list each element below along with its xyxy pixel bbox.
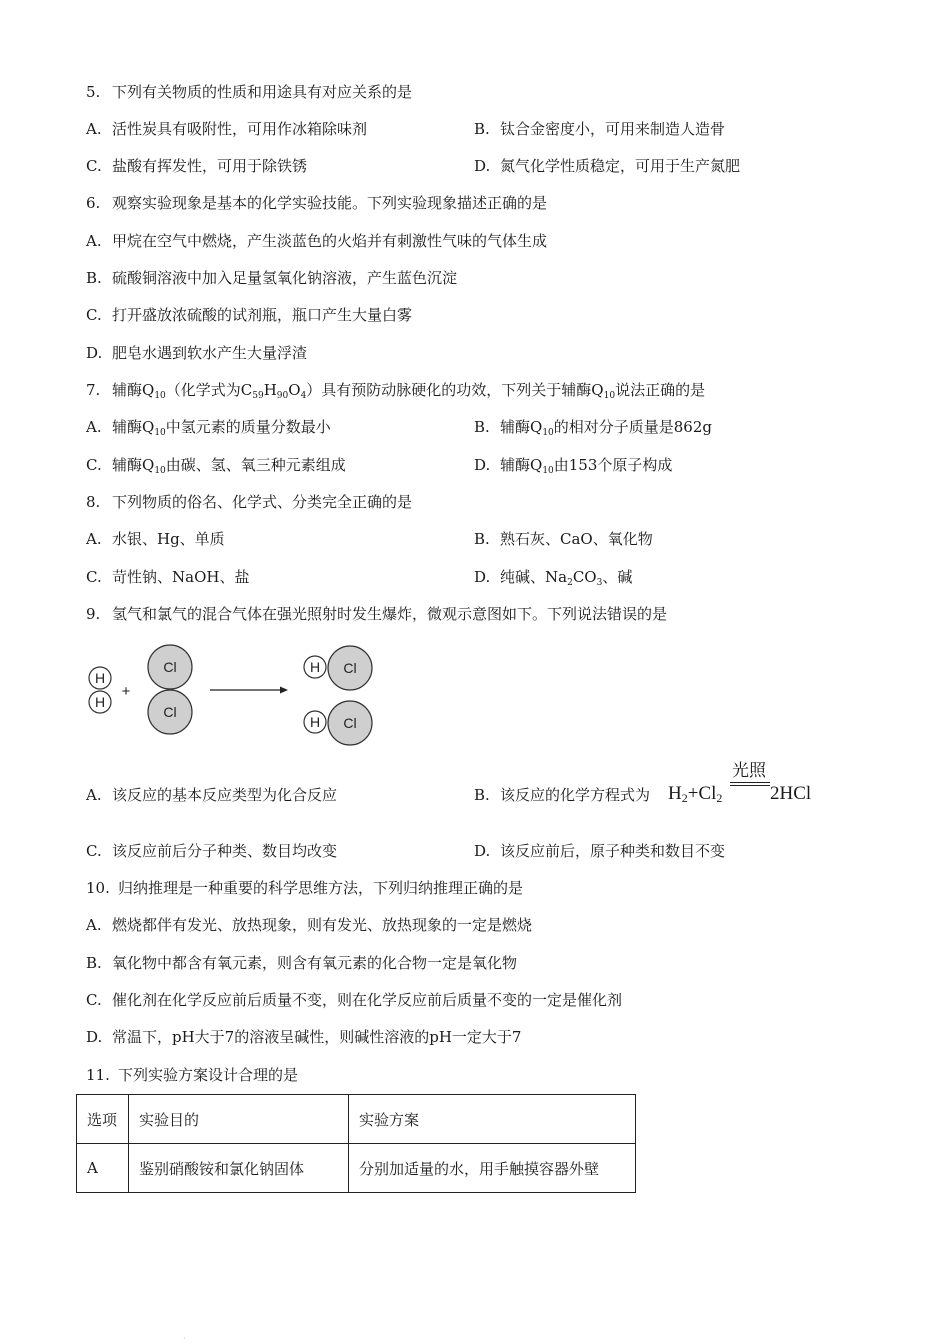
option-text: 该反应的基本反应类型为化合反应	[112, 786, 338, 804]
subscript: 10	[154, 391, 166, 401]
subscript: 2	[567, 578, 573, 588]
q11-stem-text: 下列实验方案设计合理的是	[118, 1066, 299, 1084]
reaction-condition: 光照	[732, 761, 766, 780]
hcl-molecule	[304, 646, 372, 690]
option-key: A.	[86, 232, 102, 250]
option-key: C.	[86, 157, 102, 175]
subscript: 59	[252, 391, 264, 401]
option-text: 该反应的化学方程式为	[500, 786, 651, 804]
q10-stem-text: 归纳推理是一种重要的科学思维方法，下列归纳推理正确的是	[118, 879, 524, 897]
option-key: D.	[86, 1028, 103, 1046]
cl-atom-label: Cl	[163, 659, 177, 675]
q7-stem-part: 说法正确的是	[615, 381, 706, 399]
q6-stem-text: 观察实验现象是基本的化学实验技能。下列实验现象描述正确的是	[112, 194, 548, 212]
q7-stem	[86, 380, 705, 400]
table-cell: 鉴别硝酸铵和氯化钠固体	[129, 1144, 349, 1193]
q5-option-a	[86, 119, 367, 139]
q9-number: 9.	[86, 605, 101, 623]
q9-option-d	[474, 841, 725, 861]
q7-option-a	[86, 417, 331, 437]
q10-option-a	[86, 915, 532, 935]
option-text: 苛性钠、NaOH、盐	[112, 568, 250, 586]
equation-product: 2HCl	[770, 783, 812, 804]
option-text: 纯碱、Na	[500, 568, 568, 586]
option-key: B.	[474, 418, 490, 436]
option-key: B.	[474, 120, 490, 138]
equation-line	[730, 782, 770, 783]
option-text: 肥皂水遇到软水产生大量浮渣	[112, 344, 308, 362]
equation-text: H	[668, 783, 682, 804]
table-cell: A	[77, 1144, 129, 1193]
q9-option-b	[474, 785, 650, 805]
option-text: 辅酶Q	[112, 456, 155, 474]
q6-option-d	[86, 343, 307, 363]
option-key: D.	[474, 456, 491, 474]
q7-stem-part: H	[263, 381, 277, 399]
option-text: 、碱	[602, 568, 633, 586]
subscript: 3	[596, 578, 603, 588]
option-text: 氧化物中都含有氧元素，则含有氧元素的化合物一定是氧化物	[112, 954, 518, 972]
option-text: 的相对分子质量是862g	[553, 418, 712, 436]
subscript: 10	[542, 466, 554, 476]
h-atom-label: H	[94, 694, 106, 710]
q9-stem	[86, 604, 667, 624]
option-text: 常温下，pH大于7的溶液呈碱性，则碱性溶液的pH一定大于7	[112, 1028, 522, 1046]
cl2-molecule	[148, 645, 192, 734]
q10-stem	[86, 878, 523, 898]
q8-stem	[86, 492, 412, 512]
q8-option-c	[86, 567, 249, 587]
q7-option-c	[86, 455, 346, 475]
equation-text: +Cl	[687, 783, 717, 804]
q10-option-d	[86, 1027, 521, 1047]
h-atom-label: H	[309, 659, 321, 675]
option-key: A.	[86, 120, 102, 138]
subscript: 90	[276, 391, 289, 401]
reaction-micro-diagram	[84, 640, 384, 752]
option-text: 辅酶Q	[500, 456, 543, 474]
option-key: C.	[86, 456, 102, 474]
q11-stem	[86, 1065, 298, 1085]
q7-stem-part: 辅酶Q	[112, 381, 155, 399]
table-cell: 分别加适量的水，用手触摸容器外壁	[349, 1144, 636, 1193]
q8-option-d	[474, 567, 632, 587]
option-text: 活性炭具有吸附性，可用作冰箱除味剂	[112, 120, 368, 138]
option-text: 甲烷在空气中燃烧，产生淡蓝色的火焰并有刺激性气味的气体生成	[112, 232, 548, 250]
option-key: A.	[86, 786, 102, 804]
h-atom-label: H	[309, 714, 321, 730]
subscript: 10	[154, 466, 166, 476]
table-header: 实验目的	[129, 1095, 349, 1144]
q5-option-c	[86, 156, 307, 176]
option-text: 由153个原子构成	[553, 456, 673, 474]
subscript: 10	[542, 428, 554, 438]
table-header-row	[77, 1095, 636, 1144]
q5-number: 5.	[86, 83, 101, 101]
q9-stem-text: 氢气和氯气的混合气体在强光照射时发生爆炸，微观示意图如下。下列说法错误的是	[112, 605, 668, 623]
option-text: 钛合金密度小，可用来制造人造骨	[500, 120, 726, 138]
q10-number: 10.	[86, 879, 110, 897]
option-text: 该反应前后分子种类、数目均改变	[112, 842, 338, 860]
q10-option-b	[86, 953, 517, 973]
q6-option-a	[86, 231, 547, 251]
option-key: D.	[474, 157, 491, 175]
q8-stem-text: 下列物质的俗名、化学式、分类完全正确的是	[112, 493, 413, 511]
cl-atom-label: Cl	[163, 704, 177, 720]
q5-option-d	[474, 156, 740, 176]
option-key: D.	[86, 344, 103, 362]
table-header: 选项	[77, 1095, 129, 1144]
option-key: A.	[86, 418, 102, 436]
option-key: C.	[86, 842, 102, 860]
subscript: 2	[681, 791, 688, 805]
q8-option-a	[86, 529, 225, 549]
option-text: 由碳、氢、氧三种元素组成	[165, 456, 346, 474]
table-header: 实验方案	[349, 1095, 636, 1144]
q8-number: 8.	[86, 493, 101, 511]
subscript: 2	[716, 791, 723, 805]
subscript: 10	[603, 391, 616, 401]
option-key: B.	[86, 954, 102, 972]
q5-stem-text: 下列有关物质的性质和用途具有对应关系的是	[112, 83, 413, 101]
q6-option-b	[86, 268, 457, 288]
q7-stem-part: ）具有预防动脉硬化的功效，下列关于辅酶Q	[306, 381, 604, 399]
option-text: 氮气化学性质稳定，可用于生产氮肥	[500, 157, 741, 175]
option-text: 熟石灰、CaO、氧化物	[500, 530, 653, 548]
footer-mark: ·	[183, 1334, 186, 1343]
option-text: 盐酸有挥发性，可用于除铁锈	[112, 157, 308, 175]
h2-molecule	[89, 667, 111, 713]
cl-atom-label: Cl	[343, 660, 357, 676]
subscript: 4	[300, 391, 307, 401]
option-text: 中氢元素的质量分数最小	[165, 418, 331, 436]
option-text: 辅酶Q	[500, 418, 543, 436]
option-text: 该反应前后，原子种类和数目不变	[500, 842, 726, 860]
experiment-table	[76, 1094, 636, 1193]
option-key: B.	[86, 269, 102, 287]
option-text: CO	[572, 568, 597, 586]
q11-number: 11.	[86, 1066, 110, 1084]
q9-option-c	[86, 841, 337, 861]
cl-atom-label: Cl	[343, 715, 357, 731]
option-text: 燃烧都伴有发光、放热现象，则有发光、放热现象的一定是燃烧	[112, 916, 533, 934]
q7-stem-part: O	[288, 381, 301, 399]
option-key: A.	[86, 530, 102, 548]
q7-stem-part: （化学式为C	[165, 381, 253, 399]
option-text: 打开盛放浓硫酸的试剂瓶，瓶口产生大量白雾	[112, 306, 413, 324]
q10-option-c	[86, 990, 622, 1010]
option-text: 辅酶Q	[112, 418, 155, 436]
option-text: 催化剂在化学反应前后质量不变，则在化学反应前后质量不变的一定是催化剂	[112, 991, 623, 1009]
option-key: D.	[474, 568, 491, 586]
subscript: 10	[154, 428, 166, 438]
q8-option-b	[474, 529, 653, 549]
q5-option-b	[474, 119, 725, 139]
table-row	[77, 1144, 636, 1193]
reaction-arrow	[210, 687, 288, 694]
option-text: 硫酸铜溶液中加入足量氢氧化钠溶液，产生蓝色沉淀	[112, 269, 458, 287]
option-key: D.	[474, 842, 491, 860]
hcl-molecule	[304, 701, 372, 745]
option-text: 水银、Hg、单质	[112, 530, 225, 548]
equation-line	[730, 785, 770, 786]
plus-sign: +	[121, 683, 131, 700]
option-key: C.	[86, 991, 102, 1009]
q5-stem	[86, 82, 412, 102]
option-key: B.	[474, 530, 490, 548]
equation-reactants	[668, 783, 722, 805]
q7-option-b	[474, 417, 712, 437]
q7-option-d	[474, 455, 672, 475]
option-key: B.	[474, 786, 490, 804]
option-key: A.	[86, 916, 102, 934]
q6-number: 6.	[86, 194, 101, 212]
q9-option-a	[86, 785, 337, 805]
h-atom-label: H	[94, 670, 106, 686]
q7-number: 7.	[86, 381, 101, 399]
option-key: C.	[86, 306, 102, 324]
q6-option-c	[86, 305, 412, 325]
q6-stem	[86, 193, 547, 213]
option-key: C.	[86, 568, 102, 586]
